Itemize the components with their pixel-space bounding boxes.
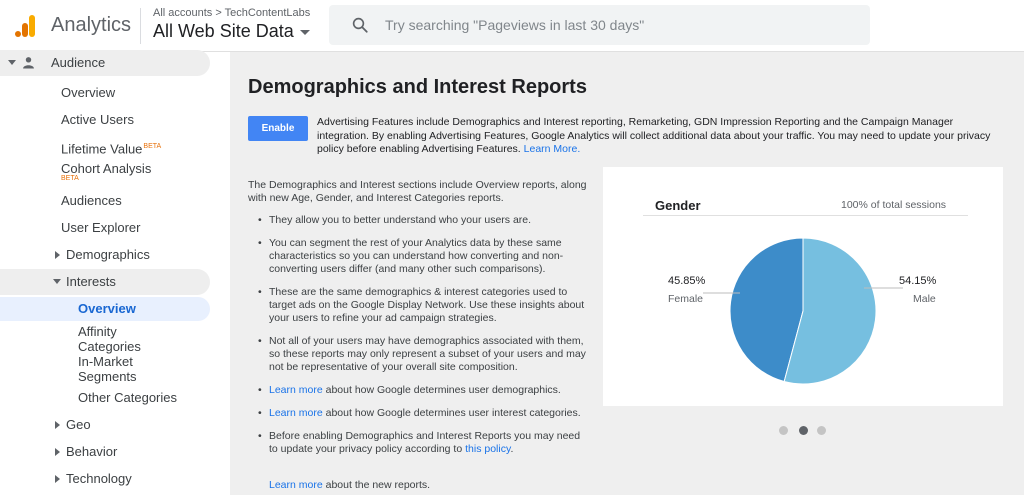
- sidebar-item-demographics[interactable]: [52, 243, 150, 267]
- sidebar-item-label: In-Market: [78, 354, 133, 369]
- gender-pie-chart: [603, 167, 1003, 406]
- sidebar-item-interests[interactable]: [0, 269, 210, 295]
- sidebar-item-in-market-segments[interactable]: [78, 354, 137, 384]
- account-breadcrumb[interactable]: All accounts > TechContentLabs: [153, 7, 311, 19]
- list-item: • These are the same demographics & interest categories used to target ads on the Google Display Network. Use these insights about your users to refine your ad campaign strategies.: [258, 286, 588, 325]
- carousel-dot[interactable]: [817, 426, 826, 435]
- sidebar-item-label: Behavior: [66, 444, 118, 459]
- list-item-text: Before enabling Demographics and Interest Reports you may need to update your privacy policy according to: [269, 430, 581, 455]
- learn-more-demographics-link[interactable]: Learn more: [269, 384, 323, 396]
- sidebar-item-label: Affinity: [78, 324, 117, 339]
- carousel-dot-active[interactable]: [799, 426, 808, 435]
- analytics-logo-icon[interactable]: [13, 14, 37, 38]
- new-reports-suffix: about the new reports.: [322, 479, 431, 491]
- intro-text: The Demographics and Interest sections include Overview reports, along with new Age, Gender, and Interest Categories reports.: [248, 179, 587, 204]
- carousel-dot[interactable]: [779, 426, 788, 435]
- female-label: Female: [668, 293, 704, 305]
- list-item: • Not all of your users may have demographics associated with them, so these reports may only represent a subset of your users and may not be representative of your overall site composition.: [258, 335, 588, 374]
- caret-down-icon: [300, 30, 310, 35]
- caret-right-icon: [55, 475, 60, 483]
- left-sidebar: [0, 52, 230, 495]
- list-item: • They allow you to better understand who your users are.: [258, 214, 588, 227]
- list-item: [258, 407, 588, 420]
- sidebar-item-other-categories[interactable]: Other Categories: [78, 390, 177, 405]
- this-policy-link[interactable]: this policy: [465, 443, 511, 455]
- sidebar-item-affinity-categories[interactable]: [78, 324, 141, 354]
- sidebar-section-audience[interactable]: [0, 50, 210, 76]
- caret-right-icon: [55, 251, 60, 259]
- caret-down-icon: [8, 60, 16, 65]
- header-divider: [140, 8, 141, 44]
- sidebar-item-active-users[interactable]: Active Users: [61, 112, 134, 127]
- sidebar-item-label: Technology: [66, 471, 132, 486]
- chart-subtitle: 100% of total sessions: [841, 199, 947, 211]
- sidebar-audience-label: Audience: [51, 55, 106, 70]
- search-icon: [351, 16, 369, 34]
- learn-more-link[interactable]: Learn More.: [523, 143, 581, 155]
- beta-badge: BETA: [143, 143, 162, 150]
- sidebar-item-overview[interactable]: Overview: [61, 85, 116, 100]
- caret-right-icon: [55, 448, 60, 456]
- list-item-text: about how Google determines user interest categories.: [322, 407, 581, 419]
- sidebar-item-label: Categories: [78, 339, 141, 354]
- sidebar-item-label: Overview: [78, 301, 136, 316]
- top-header: [0, 0, 1024, 52]
- sidebar-item-label: Interests: [66, 274, 116, 289]
- sidebar-item-interests-overview[interactable]: [0, 297, 210, 321]
- female-percent: 45.85%: [668, 275, 706, 287]
- learn-more-new-reports-link[interactable]: Learn more: [269, 479, 323, 491]
- sidebar-item-lifetime-value[interactable]: [61, 135, 161, 159]
- beta-badge: BETA: [61, 175, 79, 182]
- chart-title: Gender: [655, 198, 701, 213]
- advertising-features-body: Advertising Features include Demographics and Interest reporting, Remarketing, GDN Impression Reporting and the Campaign Manager integration. By enabling Advertising Features, Google Analytics will collect additional data about your traffic. You may need to update your privacy policy before enabling Advertising Features.: [317, 116, 991, 155]
- search-bar[interactable]: [329, 5, 870, 45]
- sidebar-item-user-explorer[interactable]: User Explorer: [61, 220, 141, 235]
- male-percent: 54.15%: [899, 275, 937, 287]
- caret-down-icon: [53, 279, 61, 284]
- sidebar-item-label: Lifetime Value: [61, 141, 143, 157]
- sidebar-item-label: Demographics: [66, 247, 150, 262]
- list-item: • You can segment the rest of your Analytics data by these same characteristics so you can understand how converting and non-converting users differ (and many other such comparisons).: [258, 237, 588, 276]
- sidebar-item-audiences[interactable]: Audiences: [61, 193, 122, 208]
- sidebar-item-geo[interactable]: [52, 413, 91, 437]
- list-item: [258, 384, 588, 397]
- advertising-features-text: [317, 116, 1007, 157]
- person-icon: [22, 56, 35, 69]
- gender-chart-card: [603, 167, 1003, 406]
- new-reports-text: [269, 479, 430, 491]
- caret-right-icon: [55, 421, 60, 429]
- list-item-text: .: [510, 443, 514, 455]
- sidebar-item-behavior[interactable]: [52, 440, 117, 464]
- app-name: Analytics: [51, 14, 132, 36]
- property-selector[interactable]: [153, 21, 310, 42]
- sidebar-item-label: Segments: [78, 369, 137, 384]
- enable-button[interactable]: Enable: [248, 116, 308, 141]
- male-label: Male: [913, 293, 936, 305]
- sidebar-item-label: Geo: [66, 417, 91, 432]
- main-content: [230, 52, 1024, 495]
- learn-more-interests-link[interactable]: Learn more: [269, 407, 323, 419]
- property-name: All Web Site Data: [153, 21, 294, 41]
- sidebar-item-technology[interactable]: [52, 467, 132, 491]
- page-title: Demographics and Interest Reports: [248, 76, 587, 98]
- search-input[interactable]: [385, 14, 855, 36]
- benefits-list: [258, 214, 588, 466]
- sidebar-item-cohort-analysis[interactable]: Cohort Analysis: [61, 161, 152, 176]
- list-item-text: about how Google determines user demographics.: [322, 384, 561, 396]
- list-item: [258, 430, 588, 456]
